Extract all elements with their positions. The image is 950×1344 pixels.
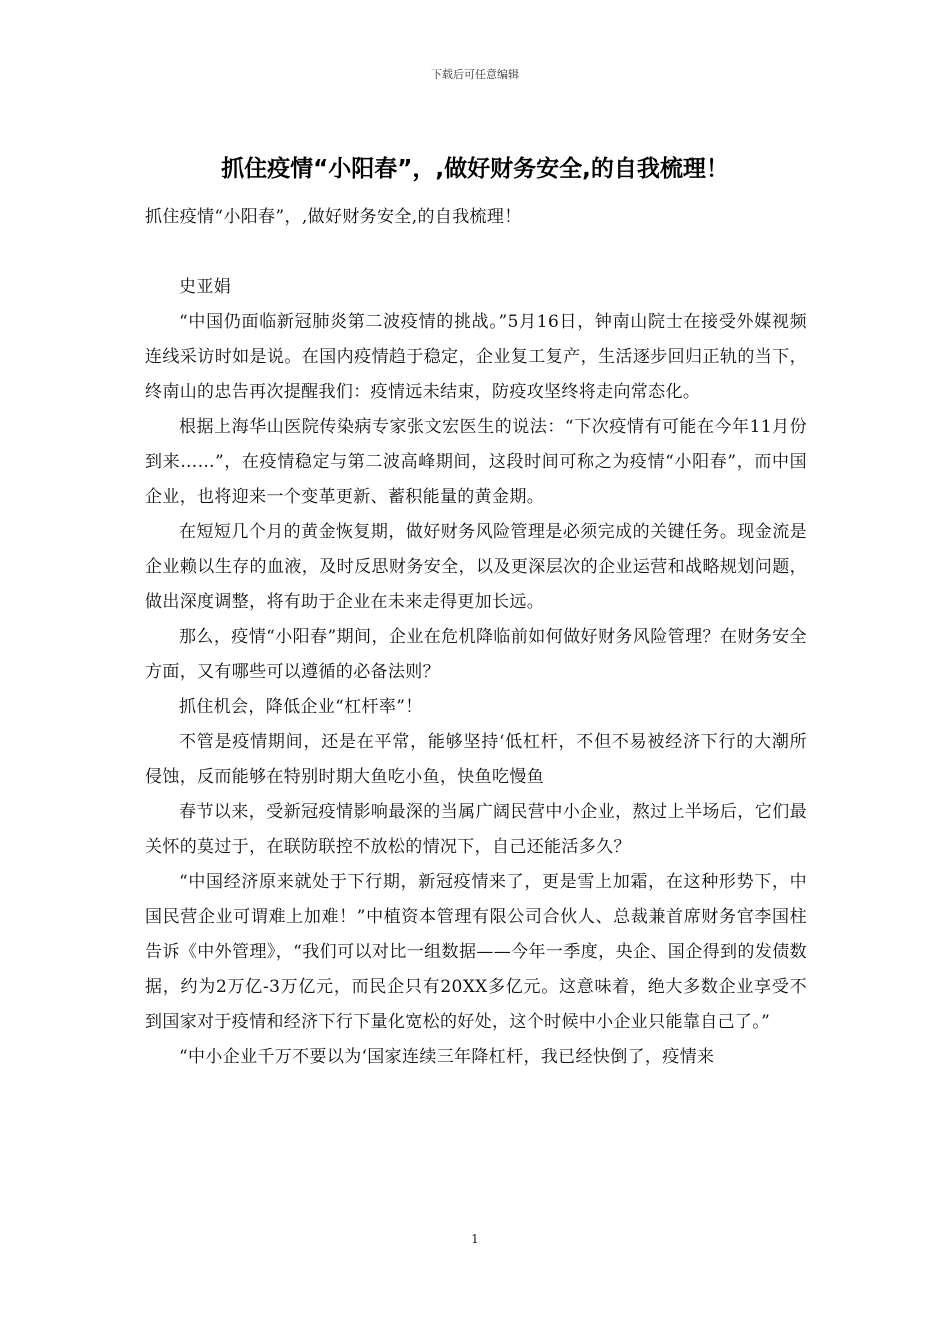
section-heading: 抓住机会，降低企业“杠杆率”！ <box>179 697 423 717</box>
document-body <box>145 200 807 1075</box>
document-subtitle: 抓住疫情“小阳春”，,做好财务安全,的自我梳理！ <box>145 207 522 227</box>
document-title: 抓住疫情“小阳春”，,做好财务安全,的自我梳理！ <box>221 156 729 182</box>
paragraph: “中国仍面临新冠肺炎第二波疫情的挑战。”5月16日，钟南山院士在接受外媒视频连线采访时如是说。在国内疫情趋于稳定，企业复工复产，生活逐步回归正轨的当下，终南山的忠告再次提醒我们：疫情远未结束，防疫攻坚终将走向常态化。 <box>145 312 807 402</box>
paragraph: “中小企业千万不要以为‘国家连续三年降杠杆，我已经快倒了，疫情来 <box>179 1047 715 1067</box>
paragraph: “中国经济原来就处于下行期，新冠疫情来了，更是雪上加霜，在这种形势下，中国民营企业可谓难上加难！”中植资本管理有限公司合伙人、总裁兼首席财务官李国柱告诉《中外管理》，“我们可以对比一组数据——今年一季度，央企、国企得到的发债数据，约为2万亿-3万亿元，而民企只有20XX多亿元。这意味着，绝大多数企业享受不到国家对于疫情和经济下行下量化宽松的好处，这个时候中小企业只能靠自己了。” <box>145 872 807 1032</box>
paragraph: 根据上海华山医院传染病专家张文宏医生的说法：“下次疫情有可能在今年11月份到来……”，在疫情稳定与第二波高峰期间，这段时间可称之为疫情“小阳春”，而中国企业，也将迎来一个变革更新、蓄积能量的黄金期。 <box>145 417 807 507</box>
paragraph: 在短短几个月的黄金恢复期，做好财务风险管理是必须完成的关键任务。现金流是企业赖以生存的血液，及时反思财务安全，以及更深层次的企业运营和战略规划问题，做出深度调整，将有助于企业在未来走得更加长远。 <box>145 522 807 612</box>
page-number: 1 <box>471 1232 479 1246</box>
blank-line <box>145 235 807 270</box>
paragraph: 那么，疫情“小阳春”期间，企业在危机降临前如何做好财务风险管理？在财务安全方面，又有哪些可以遵循的必备法则？ <box>145 627 807 682</box>
author-name: 史亚娟 <box>179 277 232 297</box>
page-header: 下载后可任意编辑 <box>431 68 519 81</box>
paragraph: 春节以来，受新冠疫情影响最深的当属广阔民营中小企业，熬过上半场后，它们最关怀的莫过于，在联防联控不放松的情况下，自己还能活多久？ <box>145 802 807 857</box>
paragraph: 不管是疫情期间，还是在平常，能够坚持‘低杠杆，不但不易被经济下行的大潮所侵蚀，反而能够在特别时期大鱼吃小鱼，快鱼吃慢鱼 <box>145 732 807 787</box>
